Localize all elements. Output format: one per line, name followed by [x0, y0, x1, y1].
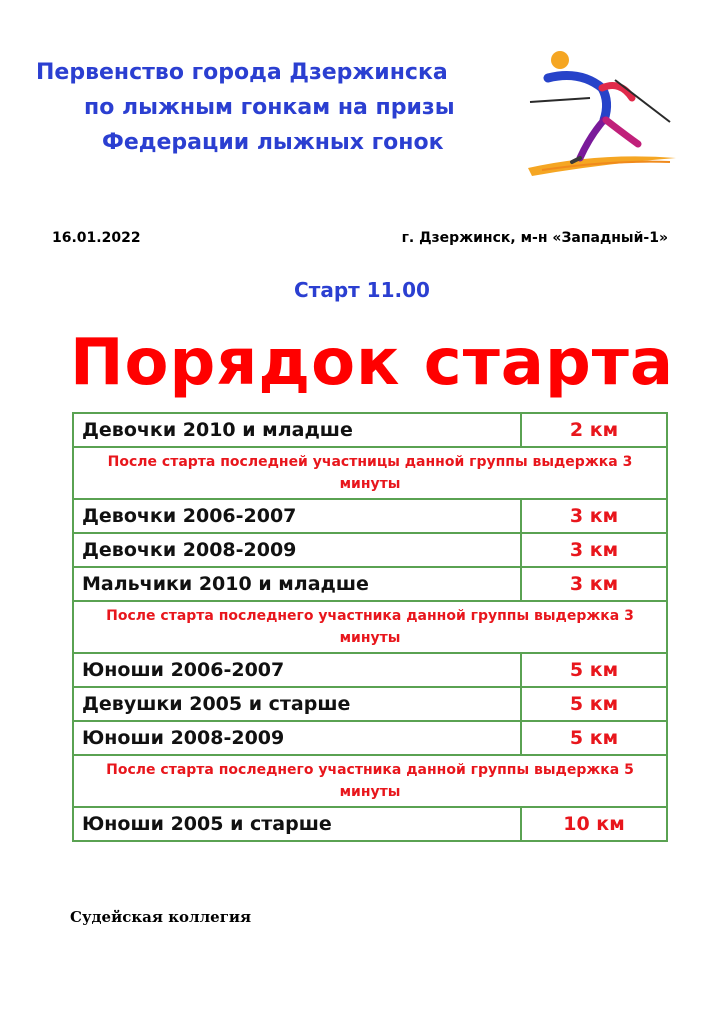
skier-icon [520, 40, 680, 185]
group-distance: 3 км [521, 499, 667, 533]
group-row [73, 567, 667, 601]
judges-signature: Судейская коллегия [70, 908, 252, 926]
event-location: г. Дзержинск, м-н «Западный-1» [401, 230, 668, 246]
group-name: Юноши 2005 и старше [73, 807, 521, 841]
group-name: Девушки 2005 и старше [73, 687, 521, 721]
group-name: Юноши 2008-2009 [73, 721, 521, 755]
group-row [73, 807, 667, 841]
start-order-table [72, 412, 668, 842]
group-distance: 5 км [521, 653, 667, 687]
group-distance: 5 км [521, 721, 667, 755]
interval-note-row [73, 601, 667, 653]
group-row [73, 721, 667, 755]
group-row [73, 653, 667, 687]
group-name: Девочки 2010 и младше [73, 413, 521, 447]
group-row [73, 413, 667, 447]
event-date: 16.01.2022 [52, 230, 141, 246]
title-line-3: Федерации лыжных гонок [102, 130, 444, 155]
group-distance: 3 км [521, 533, 667, 567]
group-name: Мальчики 2010 и младше [73, 567, 521, 601]
group-row [73, 533, 667, 567]
group-row [73, 499, 667, 533]
group-name: Юноши 2006-2007 [73, 653, 521, 687]
group-distance: 5 км [521, 687, 667, 721]
title-line-1: Первенство города Дзержинска [36, 60, 448, 85]
group-row [73, 687, 667, 721]
group-distance: 10 км [521, 807, 667, 841]
interval-note-row [73, 755, 667, 807]
interval-note-row [73, 447, 667, 499]
group-distance: 3 км [521, 567, 667, 601]
interval-note: После старта последнего участника данной группы выдержка 5 минуты [73, 755, 667, 807]
start-time: Старт 11.00 [294, 278, 430, 302]
page-heading: Порядок старта [69, 326, 675, 400]
title-line-2: по лыжным гонкам на призы [84, 95, 455, 120]
group-name: Девочки 2006-2007 [73, 499, 521, 533]
group-distance: 2 км [521, 413, 667, 447]
interval-note: После старта последней участницы данной группы выдержка 3 минуты [73, 447, 667, 499]
group-name: Девочки 2008-2009 [73, 533, 521, 567]
interval-note: После старта последнего участника данной группы выдержка 3 минуты [73, 601, 667, 653]
